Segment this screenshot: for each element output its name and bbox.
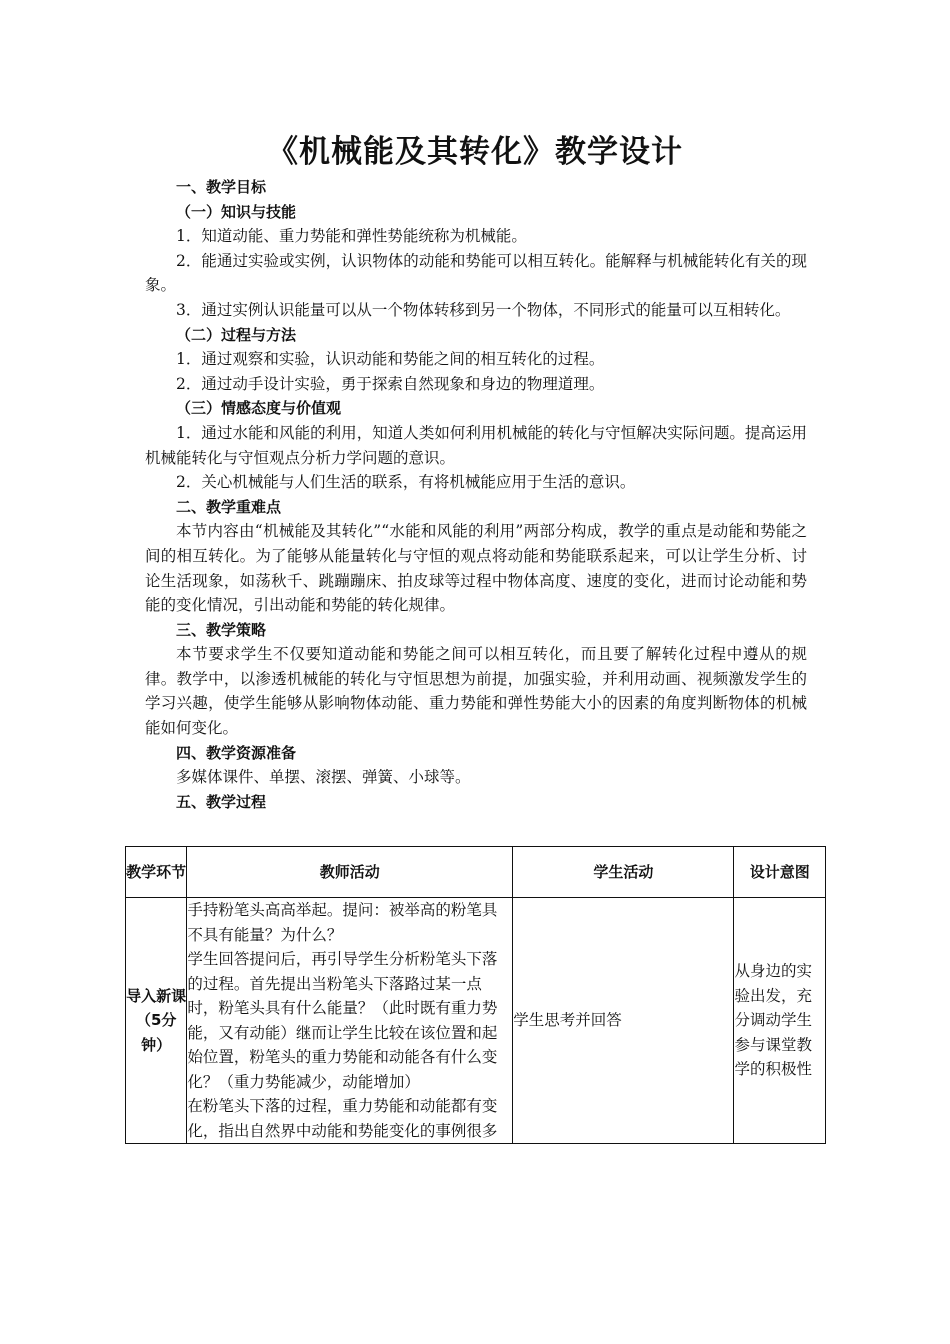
header-student-activity: 学生活动	[513, 847, 734, 898]
knowledge-item: 1．知道动能、重力势能和弹性势能统称为机械能。	[176, 227, 527, 246]
cell-stage: 导入新课（5分钟）	[126, 898, 187, 1144]
resources-text: 多媒体课件、单摆、滚摆、弹簧、小球等。	[176, 768, 471, 787]
document-title: 《机械能及其转化》教学设计	[267, 134, 683, 170]
knowledge-item: 3．通过实例认识能量可以从一个物体转移到另一个物体，不同形式的能量可以互相转化。	[176, 300, 791, 319]
teacher-activity-paragraph: 手持粉笔头高高举起。提问：被举高的粉笔具不具有能量？为什么？	[187, 901, 498, 944]
teaching-procedure-table	[125, 846, 826, 1144]
knowledge-item: 2．能通过实验或实例，认识物体的动能和势能可以相互转化。能解释与机械能转化有关的现象。	[145, 251, 807, 295]
cell-design-intent: 从身边的实验出发，充分调动学生参与课堂教学的积极性	[734, 898, 826, 1144]
heading-key-points: 二、教学重难点	[176, 497, 282, 516]
teacher-activity-paragraph: 学生回答提问后，再引导学生分析粉笔头下落的过程。首先提出当粉笔头下落路过某一点时，粉笔头具有什么能量？（此时既有重力势能，又有动能）继而让学生比较在该位置和起始位置，粉笔头的重力势能和动能各有什么变化？（重力势能减少，动能增加）	[187, 950, 498, 1091]
teacher-activity-paragraph: 在粉笔头下落的过程，重力势能和动能都有变化，指出自然界中动能和势能变化的事例很多	[187, 1097, 498, 1140]
header-teacher-activity: 教师活动	[187, 847, 513, 898]
header-design-intent: 设计意图	[734, 847, 826, 898]
heading-teaching-procedure: 五、教学过程	[176, 792, 267, 811]
strategy-text: 本节要求学生不仅要知道动能和势能之间可以相互转化，而且要了解转化过程中遵从的规律。教学中，以渗透机械能的转化与守恒思想为前提，加强实验，并利用动画、视频激发学生的学习兴趣，使学生能够从影响物体动能、重力势能和弹性势能大小的因素的角度判断物体的机械能如何变化。	[145, 645, 807, 738]
key-points-text: 本节内容由“机械能及其转化”“水能和风能的利用”两部分构成，教学的重点是动能和势能之间的相互转化。为了能够从能量转化与守恒的观点将动能和势能联系起来，可以让学生分析、讨论生活现象，如荡秋千、跳蹦蹦床、拍皮球等过程中物体高度、速度的变化，进而讨论动能和势能的变化情况，引出动能和势能的转化规律。	[145, 522, 807, 615]
document-body	[145, 175, 807, 814]
attitude-item: 1．通过水能和风能的利用，知道人类如何利用机械能的转化与守恒解决实际问题。提高运用机械能转化与守恒观点分析力学问题的意识。	[145, 423, 807, 467]
heading-attitude-values: （三）情感态度与价值观	[176, 399, 342, 418]
process-item: 2．通过动手设计实验，勇于探索自然现象和身边的物理道理。	[176, 374, 605, 393]
heading-teaching-strategy: 三、教学策略	[176, 620, 267, 639]
attitude-item: 2．关心机械能与人们生活的联系，有将机械能应用于生活的意识。	[176, 473, 636, 492]
header-stage: 教学环节	[126, 847, 187, 898]
heading-teaching-goals: 一、教学目标	[176, 178, 267, 196]
heading-process-methods: （二）过程与方法	[176, 325, 297, 344]
table-row	[126, 898, 826, 1144]
heading-resources: 四、教学资源准备	[176, 743, 297, 762]
cell-student-activity: 学生思考并回答	[513, 898, 734, 1144]
cell-teacher-activity	[187, 898, 513, 1144]
process-item: 1．通过观察和实验，认识动能和势能之间的相互转化的过程。	[176, 350, 605, 369]
table-header-row	[126, 847, 826, 898]
heading-knowledge-skills: （一）知识与技能	[176, 202, 297, 221]
